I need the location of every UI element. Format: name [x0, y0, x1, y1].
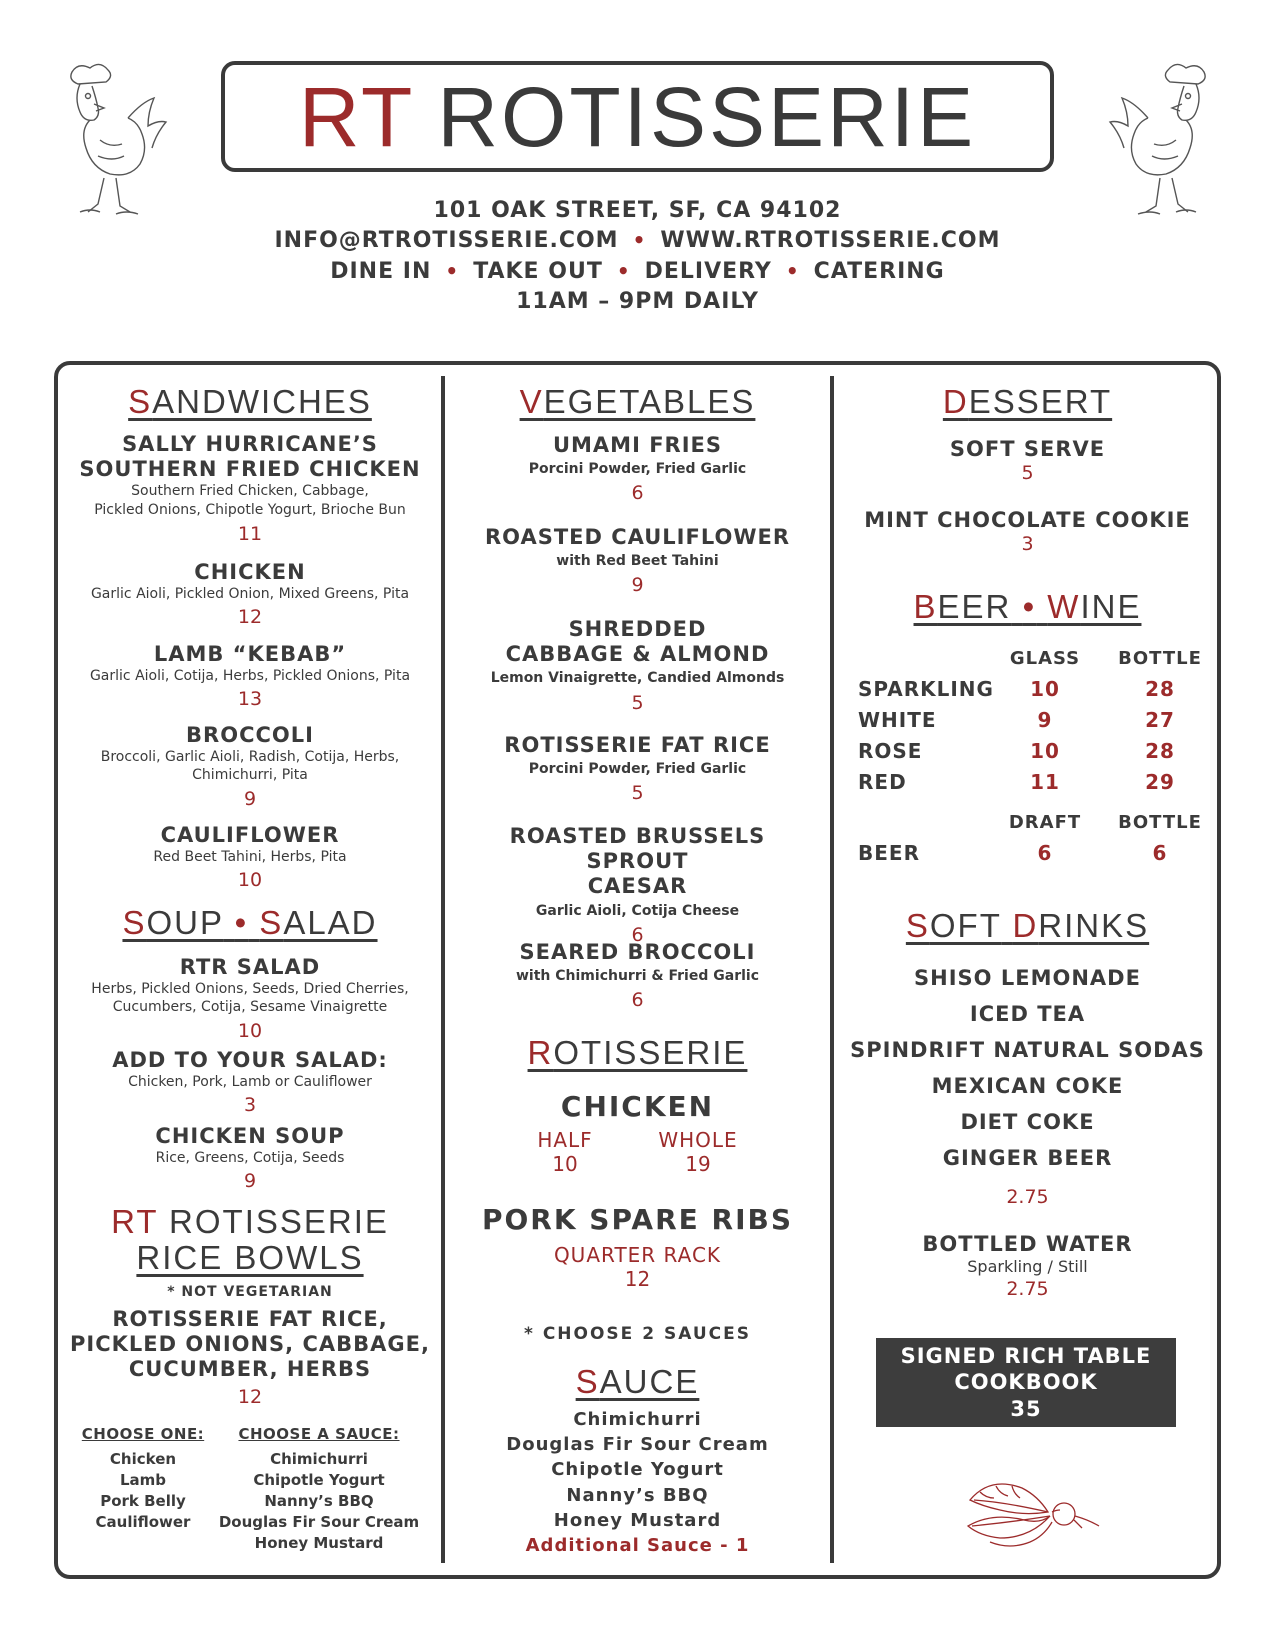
item-price: 9	[243, 1170, 257, 1193]
wine-bottle-price: 28	[1145, 677, 1175, 701]
item-name: BOTTLED WATER	[922, 1232, 1133, 1256]
rice-bowls-heading: RT ROTISSERIE RICE BOWLS	[111, 1203, 389, 1276]
item-name: BROCCOLI	[186, 723, 314, 747]
beer-wine-heading: BEER • WINE	[913, 588, 1142, 625]
rack-option	[455, 1243, 820, 1291]
rice-bowls-note: * NOT VEGETARIAN	[167, 1284, 333, 1300]
item-name: ROTISSERIE FAT RICE	[504, 733, 771, 757]
service-take-out: TAKE OUT	[473, 259, 603, 284]
list-item: Honey Mustard	[553, 1509, 722, 1531]
wine-glass-price: 10	[1030, 739, 1060, 763]
menu-item	[70, 1048, 430, 1117]
item-name: CABBAGE & ALMOND	[505, 642, 770, 667]
list-item: Douglas Fir Sour Cream	[218, 1513, 420, 1531]
wine-glass-price: 10	[1030, 677, 1060, 701]
list-item: SHISO LEMONADE	[914, 966, 1141, 990]
item-price: 6	[631, 989, 644, 1012]
item-name: ROTISSERIE FAT RICE,	[112, 1307, 388, 1331]
menu-item	[70, 723, 430, 810]
cookbook-price: 35	[1010, 1396, 1042, 1421]
sauce-list	[455, 1407, 820, 1558]
item-price: 10	[237, 1019, 263, 1042]
bottle-header: BOTTLE	[1118, 812, 1202, 833]
item-desc: Garlic Aioli, Cotija, Herbs, Pickled Onions, Pita	[89, 668, 411, 685]
separator: •	[445, 259, 460, 283]
item-desc: Garlic Aioli, Cotija Cheese	[535, 902, 740, 919]
website: WWW.RTROTISSERIE.COM	[660, 228, 1001, 253]
vegetables-heading: VEGETABLES	[519, 383, 756, 420]
rice-bowl-item	[70, 1307, 430, 1408]
item-name: ADD TO YOUR SALAD:	[112, 1048, 388, 1072]
option-price: 12	[624, 1267, 651, 1291]
item-name: CUCUMBER, HERBS	[128, 1357, 372, 1382]
list-item: Nanny’s BBQ	[264, 1492, 374, 1510]
item-price: 10	[237, 869, 263, 892]
list-item: ICED TEA	[969, 1002, 1086, 1026]
item-desc: Herbs, Pickled Onions, Seeds, Dried Cherries,	[91, 981, 409, 998]
item-name: LAMB “KEBAB”	[153, 642, 347, 666]
dessert-heading: DESSERT	[942, 383, 1113, 420]
menu-item	[70, 642, 430, 711]
separator: •	[785, 259, 800, 283]
menu-item	[70, 955, 430, 1042]
list-item: MEXICAN COKE	[931, 1074, 1124, 1098]
item-price: 12	[237, 606, 263, 629]
list-item: Douglas Fir Sour Cream	[506, 1434, 769, 1456]
column-left	[70, 0, 430, 1650]
option-label: QUARTER RACK	[553, 1243, 722, 1267]
item-desc: Southern Fried Chicken, Cabbage,	[131, 483, 369, 500]
menu-item	[455, 733, 820, 805]
list-item: SPINDRIFT NATURAL SODAS	[850, 1038, 1205, 1062]
radish-icon	[960, 1470, 1110, 1565]
separator: •	[616, 259, 631, 283]
half-option	[515, 1128, 615, 1176]
item-name: ROASTED CAULIFLOWER	[484, 525, 791, 549]
soup-salad-heading: SOUP • SALAD	[122, 904, 378, 941]
service-delivery: DELIVERY	[644, 259, 772, 284]
list-item: GINGER BEER	[942, 1146, 1113, 1170]
item-name: CAULIFLOWER	[160, 823, 340, 847]
item-name: SOFT SERVE	[949, 437, 1106, 461]
rotisserie-chicken: CHICKEN	[560, 1090, 715, 1123]
item-desc: Red Beet Tahini, Herbs, Pita	[153, 849, 347, 866]
cookbook-box	[876, 1338, 1176, 1427]
pork-spare-ribs: PORK SPARE RIBS	[481, 1203, 794, 1236]
column-divider-left	[441, 376, 445, 1563]
separator: •	[632, 228, 647, 252]
soft-drinks-list	[845, 960, 1210, 1209]
cookbook-line: COOKBOOK	[954, 1370, 1098, 1395]
item-name: CHICKEN	[194, 560, 306, 584]
whole-option	[643, 1128, 753, 1176]
menu-item	[455, 824, 820, 947]
column-middle	[455, 0, 820, 1650]
choose-one-label: CHOOSE ONE:	[81, 1425, 205, 1443]
wine-bottle-price: 28	[1145, 739, 1175, 763]
item-price: 6	[631, 482, 644, 505]
option-price: 10	[552, 1152, 578, 1176]
list-item: Cauliflower	[95, 1513, 191, 1531]
item-price: 2.75	[1006, 1277, 1049, 1300]
list-item: Chimichurri	[573, 1409, 702, 1430]
item-price: 3	[243, 1094, 257, 1117]
item-desc: Cucumbers, Cotija, Sesame Vinaigrette	[112, 999, 388, 1016]
item-price: 3	[1021, 533, 1034, 556]
item-name: SOUTHERN FRIED CHICKEN	[79, 457, 421, 482]
list-item: Lamb	[119, 1471, 167, 1489]
service-dine-in: DINE IN	[330, 259, 432, 284]
item-price: 5	[631, 691, 644, 714]
list-item: Nanny’s BBQ	[566, 1484, 709, 1506]
item-name: RTR SALAD	[179, 955, 321, 979]
item-desc: Chimichurri, Pita	[192, 767, 308, 784]
menu-item	[455, 940, 820, 1012]
item-price: 13	[237, 688, 263, 711]
choose-sauce-list	[212, 1425, 426, 1554]
logo-name: ROTISSERIE	[437, 69, 977, 164]
choose-one-list	[78, 1425, 208, 1533]
list-item: Chimichurri	[270, 1450, 368, 1468]
menu-item	[70, 432, 430, 546]
bottle-header: BOTTLE	[1118, 648, 1202, 669]
list-item: Pork Belly	[100, 1492, 186, 1510]
list-item: Chicken	[109, 1450, 177, 1468]
wine-name: RED	[858, 770, 907, 794]
cookbook-line: SIGNED RICH TABLE	[900, 1344, 1152, 1369]
draft-header: DRAFT	[1008, 812, 1082, 833]
rotisserie-heading: ROTISSERIE	[527, 1034, 748, 1071]
wine-bottle-price: 27	[1145, 708, 1175, 732]
item-name: MINT CHOCOLATE COOKIE	[864, 508, 1191, 532]
additional-sauce: Additional Sauce - 1	[525, 1534, 750, 1556]
wine-name: ROSE	[858, 739, 923, 763]
email: INFO@RTROTISSERIE.COM	[274, 228, 619, 253]
wine-name: WHITE	[858, 708, 937, 732]
soft-drinks-price: 2.75	[1006, 1186, 1049, 1208]
wine-glass-price: 11	[1030, 770, 1060, 794]
item-desc: Broccoli, Garlic Aioli, Radish, Cotija, Herbs,	[100, 749, 400, 766]
item-desc: Garlic Aioli, Pickled Onion, Mixed Greens, Pita	[90, 586, 410, 603]
item-desc: Porcini Powder, Fried Garlic	[528, 761, 747, 778]
address: 101 OAK STREET, SF, CA 94102	[433, 198, 842, 223]
item-price: 11	[237, 522, 263, 545]
menu-item	[455, 433, 820, 505]
item-desc: Pickled Onions, Chipotle Yogurt, Brioche Bun	[94, 501, 406, 518]
item-price: 5	[631, 782, 644, 805]
hours: 11AM – 9PM DAILY	[516, 289, 759, 314]
item-name: SALLY HURRICANE’S	[122, 432, 378, 456]
list-item: Chipotle Yogurt	[253, 1471, 385, 1489]
beer-bottle-price: 6	[1152, 841, 1168, 865]
logo-prefix: RT	[298, 69, 416, 164]
option-price: 19	[685, 1152, 711, 1176]
beer-name: BEER	[858, 841, 920, 865]
menu-item	[845, 1232, 1210, 1301]
item-price: 12	[237, 1385, 263, 1408]
sandwiches-heading: SANDWICHES	[128, 383, 372, 420]
menu-item	[70, 1124, 430, 1193]
item-name: CHICKEN SOUP	[155, 1124, 345, 1148]
service-catering: CATERING	[813, 259, 945, 284]
item-desc: Porcini Powder, Fried Garlic	[528, 461, 747, 478]
menu-item	[455, 617, 820, 714]
item-price: 6	[631, 923, 644, 946]
item-price: 9	[631, 574, 644, 597]
wine-name: SPARKLING	[858, 677, 994, 701]
column-divider-right	[830, 376, 834, 1563]
item-name: PICKLED ONIONS, CABBAGE,	[70, 1332, 430, 1357]
soft-drinks-heading: SOFT DRINKS	[905, 907, 1150, 944]
item-desc: with Red Beet Tahini	[556, 553, 719, 570]
wine-glass-price: 9	[1037, 708, 1053, 732]
item-price: 5	[1021, 462, 1034, 485]
item-desc: Lemon Vinaigrette, Candied Almonds	[490, 670, 785, 687]
item-desc: Rice, Greens, Cotija, Seeds	[155, 1150, 345, 1167]
item-desc: Chicken, Pork, Lamb or Cauliflower	[128, 1074, 372, 1091]
list-item: Honey Mustard	[254, 1534, 384, 1552]
option-label: HALF	[537, 1128, 593, 1152]
item-name: CAESAR	[587, 874, 688, 899]
beer-draft-price: 6	[1037, 841, 1053, 865]
option-label: WHOLE	[658, 1128, 738, 1152]
list-item: Chipotle Yogurt	[551, 1459, 724, 1481]
list-item: DIET COKE	[960, 1110, 1095, 1134]
item-name: UMAMI FRIES	[552, 433, 723, 457]
glass-header: GLASS	[1009, 648, 1081, 669]
item-name: SHREDDED	[568, 617, 707, 641]
menu-item	[70, 823, 430, 892]
wine-bottle-price: 29	[1145, 770, 1175, 794]
menu-item	[70, 560, 430, 629]
item-desc: Sparkling / Still	[967, 1257, 1088, 1277]
item-name: ROASTED BRUSSELS SPROUT	[509, 824, 766, 874]
item-desc: with Chimichurri & Fried Garlic	[516, 968, 759, 985]
sauce-note: * CHOOSE 2 SAUCES	[524, 1324, 751, 1344]
item-price: 9	[243, 787, 257, 810]
item-name: SEARED BROCCOLI	[519, 940, 756, 964]
menu-item	[455, 525, 820, 597]
sauce-heading: SAUCE	[575, 1363, 700, 1400]
choose-sauce-label: CHOOSE A SAUCE:	[238, 1425, 400, 1443]
